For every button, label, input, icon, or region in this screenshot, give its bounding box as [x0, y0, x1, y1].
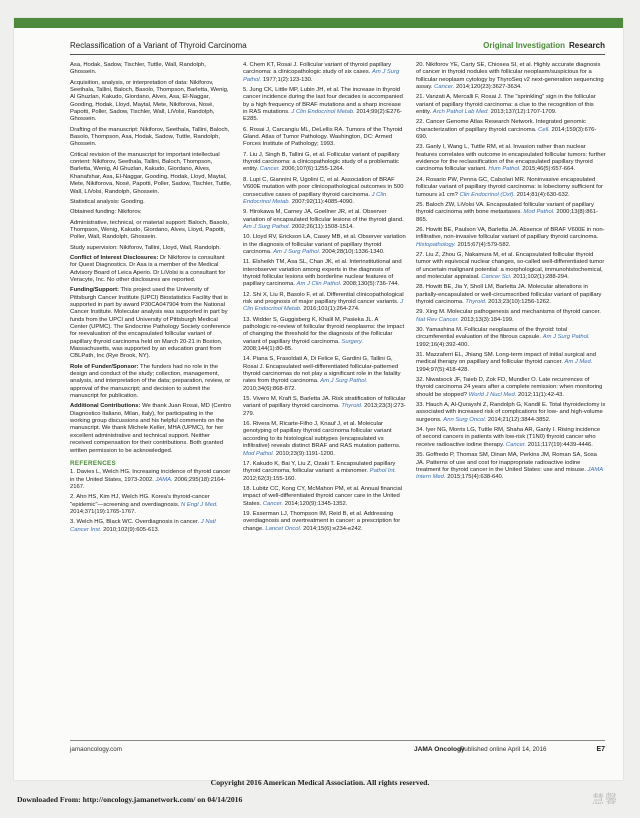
- reference-text: Chem KT, Rosai J. Follicular variant of thyroid papillary carcinoma: a clinicopathologic study of six cases.: [243, 62, 392, 76]
- reference-text: Yamashina M. Follicular neoplasms of the thyroid: total circumferential evaluation of the fibrous capsule.: [416, 327, 568, 341]
- role-text: The funders had no role in the design and conduct of the study; collection, management, analysis, and interpretation of the data; preparation, review, or approval of the manuscript; and decision to submit the manuscript for publication.: [70, 363, 231, 400]
- reference-item: [416, 427, 606, 449]
- reference-citation: 1992;16(4):392-400.: [416, 341, 469, 348]
- reference-number: 12.: [243, 291, 252, 298]
- reference-journal-link[interactable]: Am J Surg Pathol.: [542, 334, 590, 341]
- reference-number: 35.: [416, 452, 425, 459]
- reference-number: 22.: [416, 119, 425, 126]
- reference-citation: 1977;1(2):123-130.: [262, 76, 313, 83]
- reference-journal-link[interactable]: Pathol Int.: [369, 468, 396, 475]
- reference-number: 3.: [70, 519, 75, 526]
- reference-item: [243, 259, 406, 288]
- reference-citation: 2010;102(9):605-613.: [103, 526, 160, 533]
- reference-text: Davies L, Welch HG. Increasing incidence of thyroid cancer in the United States, 1973-2002.: [70, 469, 231, 483]
- reference-citation: 2011;117(19):4439-4446.: [527, 441, 593, 448]
- reference-citation: 2004;28(10):1336-1340.: [321, 248, 385, 255]
- header-rule: [70, 54, 605, 55]
- reference-citation: 2015;46(5):657-664.: [522, 166, 576, 173]
- reference-citation: 2013;137(12):1707-1709.: [490, 109, 557, 116]
- download-notice: Downloaded From: http://oncology.jamanetwork.com/ on 04/14/2016: [17, 795, 243, 804]
- reference-journal-link[interactable]: Mod Pathol.: [523, 209, 555, 216]
- reference-item: [243, 177, 406, 206]
- contrib-line: Critical revision of the manuscript for important intellectual content: Nikiforov, Seethala, Tallini, Baloch, Thompson, Barletta, Wenig, Al Ghuzlan, Kakudo, Giordano, Alves, Khanafshar, Asa, El-Naggar, Gooding, Hodak, Lloyd, Maytal, Mete, Nikiforova, Nosé, Papotti, Poller, Sadow, Tischler, Tuttle, Wall, LiVolsi, Randolph, Ghossein.: [70, 151, 232, 195]
- reference-text: Welch HG, Black WC. Overdiagnosis in cancer.: [76, 519, 200, 526]
- funding-text: This project used the University of Pittsburgh Cancer Institute (UPCI) Biostatistics Facility that is supported in part by award P30CA047904 from the National Cancer Institute. Molecular analysis was supported in part by funds from the UPCI and University of Pittsburgh Medical Center (UPMC). The Endocrine Pathology Society conference for reevaluation of the encapsulated follicular variant of papillary thyroid carcinoma held on March 20-21 in Boston, Massachusetts, was supported by an education grant from CBLPath, Inc (Rye Brook, NY).: [70, 287, 231, 360]
- header-color-strip: [14, 18, 623, 28]
- reference-text: Niwatsock JF, Taieb D, Zok FD, Mundler O. Late recurrences of thyroid carcinoma 24 years after a complete remission: when monitoring should be stopped?: [416, 377, 603, 398]
- reference-text: Rivera M, Ricarte-Filho J, Knauf J, et al. Molecular genotyping of papillary thyroid carcinoma follicular variant according to its histological subtypes (encapsulated vs infiltrative) reveals distinct BRAF and RAS mutation patterns.: [243, 421, 401, 450]
- references-heading: REFERENCES: [70, 459, 117, 467]
- reference-item: [416, 202, 606, 224]
- reference-journal-link[interactable]: Histopathology.: [416, 241, 456, 248]
- references-list: [416, 62, 606, 482]
- reference-text: Xing M. Molecular pathogenesis and mechanisms of thyroid cancer.: [425, 309, 601, 316]
- reference-number: 30.: [416, 327, 425, 333]
- reference-number: 5.: [243, 87, 248, 94]
- reference-number: 2.: [70, 494, 75, 501]
- reference-number: 23.: [416, 144, 425, 151]
- reference-journal-link[interactable]: Cancer.: [259, 166, 281, 173]
- reference-text: Iyer NG, Morris LG, Tuttle RM, Shaha AR, Ganly I. Rising incidence of second cancers in patients with low-risk (T1N0) thyroid cancer who receive radioactive iodine therapy.: [416, 427, 601, 448]
- reference-citation: 2000;13(8):861-865.: [416, 209, 598, 223]
- reference-citation: 2014;371(19):1765-1767.: [70, 508, 136, 515]
- reference-item: [416, 402, 606, 424]
- reference-citation: 2015;67(4):579-582.: [457, 241, 511, 248]
- reference-number: 33.: [416, 402, 425, 409]
- reference-item: [416, 62, 606, 91]
- reference-journal-link[interactable]: Ann Surg Oncol.: [443, 416, 487, 423]
- reference-journal-link[interactable]: JAMA Intern Med.: [416, 466, 603, 481]
- reference-item: [416, 144, 606, 173]
- reference-number: 9.: [243, 209, 248, 216]
- reference-text: Esserman LJ, Thompson IM, Reid B, et al. Addressing overdiagnosis and overtreatment in cancer: a prescription for change.: [243, 510, 401, 532]
- reference-citation: 2014;159(3):676-690.: [416, 126, 597, 141]
- additional-contributions: [70, 403, 232, 454]
- column-1: [70, 62, 232, 710]
- reference-number: 16.: [243, 421, 252, 428]
- reference-text: Vanzati A, Mercalli F, Rosai J. The "sprinkling" sign in the follicular variant of papillary thyroid carcinoma: a clue to the recognition of this entity.: [416, 94, 596, 116]
- footer-rule: [70, 740, 605, 741]
- reference-journal-link[interactable]: Cancer.: [505, 441, 527, 448]
- reference-text: Baloch ZW, LiVolsi VA. Encapsulated follicular variant of papillary thyroid carcinoma with bone metastases.: [416, 201, 594, 216]
- reference-citation: 2014;21(12):3844-3852.: [487, 416, 551, 423]
- reference-text: Mazzaferri EL, Jhiang SM. Long-term impact of initial surgical and medical therapy on papillary and follicular thyroid cancer.: [416, 352, 596, 366]
- reference-journal-link[interactable]: J Clin Endocrinol Metab.: [291, 109, 355, 116]
- reference-citation: 2013;23(10):1256-1262.: [488, 298, 551, 305]
- reference-journal-link[interactable]: Cancer.: [262, 500, 284, 507]
- journal-site-link[interactable]: jamaoncology.com: [70, 746, 123, 753]
- coi-text: Dr Nikiforov is consultant for Quest Diagnostics. Dr Asa is a member of the Medical Advisory Board of Leica Aperio. Dr LiVolsi is a consultant for Veracyte, Inc. No other disclosures are reported.: [70, 254, 226, 283]
- reference-item: [243, 356, 406, 393]
- funding-heading: Funding/Support:: [70, 287, 120, 294]
- addl-heading: Additional Contributions:: [70, 403, 141, 410]
- reference-number: 7.: [243, 151, 248, 158]
- reference-citation: 2014;81(4):630-632.: [516, 191, 570, 198]
- reference-item: [416, 284, 606, 306]
- reference-item: [416, 377, 606, 399]
- reference-item: [416, 252, 606, 281]
- reference-number: 6.: [243, 126, 248, 133]
- reference-journal-link[interactable]: Am J Surg Pathol.: [243, 69, 400, 83]
- contrib-line: Statistical analysis: Gooding.: [70, 198, 145, 205]
- reference-text: Liu Z, Zhou G, Nakamura M, et al. Encapsulated follicular thyroid tumor with equivocal nuclear changes, so-called well-differentiated tumor of uncertain malignant potential: a morphological, immunohistochemical, and molecular appraisal.: [416, 251, 605, 280]
- reference-item: [243, 292, 406, 314]
- reference-text: Howitt BE, Jia Y, Sholl LM, Barletta JA. Molecular alterations in partially-encapsulated or well-circumscribed follicular variant of papillary thyroid carcinoma.: [416, 284, 602, 305]
- column-2: [243, 62, 406, 774]
- reference-citation: 2008;144(1):80-85.: [243, 346, 293, 353]
- reference-text: Hauch A, Al-Qurayshi Z, Randolph G, Kandil E. Total thyroidectomy is associated with increased risk of complications for low- and high-volume surgeons.: [416, 402, 606, 423]
- reference-journal-link[interactable]: Mod Pathol.: [243, 450, 275, 457]
- reference-item: [243, 234, 406, 256]
- reference-number: 13.: [243, 316, 252, 323]
- reference-citation: 2013;13(3):184-199.: [460, 316, 514, 323]
- reference-item: [243, 62, 406, 84]
- reference-text: Widder S, Guggisberg K, Khalil M, Pasieka JL. A pathologic re-review of follicular thyroid neoplasms: the impact of changing the threshold for the diagnosis of the follicular variant of papillary thyroid carcinoma.: [243, 316, 405, 345]
- contrib-line: Administrative, technical, or material support: Baloch, Basolo, Thompson, Wenig, Kakudo, Giordano, Alves, Lloyd, Papotti, Poller, Wall, Randolph, Ghossein.: [70, 219, 229, 241]
- reference-journal-link[interactable]: J Clin Endocrinol Metab.: [243, 298, 404, 313]
- reference-number: 14.: [243, 356, 252, 363]
- reference-text: Piana S, Frasoldati A, Di Felice E, Gardini G, Tallini G, Rosai J. Encapsulated well-differentiated follicular-patterned thyroid carcinomas do not play a significant role in the fatality rates from thyroid carcinoma.: [243, 356, 401, 385]
- reference-text: Cancer Genome Atlas Research Network. Integrated genomic characterization of papillary thyroid carcinoma.: [416, 119, 586, 133]
- reference-number: 25.: [416, 201, 425, 208]
- reference-number: 8.: [243, 176, 248, 183]
- running-head: [70, 40, 605, 52]
- reference-citation: 2012;11(1):42-43.: [518, 391, 565, 398]
- reference-number: 29.: [416, 309, 425, 316]
- reference-journal-link[interactable]: Cell.: [538, 126, 550, 133]
- reference-number: 19.: [243, 510, 252, 517]
- reference-item: [243, 421, 406, 458]
- reference-journal-link[interactable]: Am J Surg Pathol.: [273, 248, 321, 255]
- reference-item: [416, 94, 606, 116]
- section-name: Original Investigation: [483, 41, 565, 50]
- reference-citation: 2014;15(6):e234-e242.: [303, 525, 363, 532]
- reference-citation: 2008;130(5):736-744.: [343, 281, 400, 288]
- reference-journal-link[interactable]: Thyroid.: [341, 403, 363, 410]
- reference-journal-link[interactable]: Cancer.: [434, 84, 455, 91]
- reference-journal-link[interactable]: J Clin Endocrinol Metab.: [243, 191, 387, 205]
- reference-number: 21.: [416, 94, 425, 101]
- reference-text: Nikiforov YE, Carty SE, Chiosea SI, et al. Highly accurate diagnosis of cancer in thyroid nodules with follicular neoplasm/suspicious for a follicular neoplasm cytology by ThyroSeq v2 next-generation sequencing assay.: [416, 62, 604, 91]
- reference-citation: 2010;34(6):868-872.: [243, 385, 296, 392]
- reference-item: [243, 87, 406, 124]
- reference-number: 31.: [416, 352, 425, 359]
- reference-journal-link[interactable]: Arch Pathol Lab Med.: [432, 109, 489, 116]
- reference-text: Liu J, Singh B, Tallini G, et al. Follicular variant of papillary thyroid carcinoma: a clinicopathologic study of a problematic entity.: [243, 151, 400, 173]
- reference-journal-link[interactable]: Surgery.: [341, 338, 364, 345]
- reference-journal-link[interactable]: J Natl Cancer Inst.: [70, 519, 216, 533]
- reference-journal-link[interactable]: JAMA.: [155, 476, 173, 483]
- reference-item: [243, 127, 406, 149]
- reference-number: 17.: [243, 460, 252, 467]
- role-paragraph: [70, 364, 232, 401]
- reference-citation: 2015;175(4):638-640.: [447, 474, 504, 481]
- running-title: Reclassification of a Variant of Thyroid Carcinoma: [70, 41, 247, 50]
- reference-text: Lupi C, Giannini R, Ugolini C, et al. Association of BRAF V600E mutation with poor clinicopathological outcomes in 500 consecutive cases of papillary thyroid carcinoma.: [243, 176, 404, 198]
- reference-number: 24.: [416, 176, 425, 183]
- reference-text: Hirokawa M, Carney JA, Goellner JR, et al. Observer variation of encapsulated follicular lesions of the thyroid gland.: [243, 209, 404, 223]
- reference-journal-link[interactable]: Am J Surg Pathol.: [243, 223, 291, 230]
- page-footer: [70, 745, 605, 757]
- reference-number: 4.: [243, 62, 248, 68]
- reference-number: 15.: [243, 396, 252, 403]
- reference-item: [416, 452, 606, 481]
- reference-item: [416, 352, 606, 374]
- page-number: E7: [596, 746, 605, 753]
- reference-text: Kakudo K, Bai Y, Liu Z, Ozaki T. Encapsulated papillary thyroid carcinoma, follicular variant: a misnomer.: [243, 460, 396, 475]
- reference-item: [243, 461, 406, 483]
- reference-number: 27.: [416, 251, 425, 258]
- wechat-watermark: 慧馨: [591, 792, 618, 806]
- reference-item: [416, 119, 606, 141]
- references-list: [243, 62, 406, 533]
- reference-item: [70, 494, 232, 516]
- coi-heading: Conflict of Interest Disclosures:: [70, 254, 159, 261]
- contrib-line: Asa, Hodak, Sadow, Tischler, Tuttle, Wall, Randolph, Ghossein.: [70, 62, 206, 76]
- reference-journal-link[interactable]: Hum Pathol.: [488, 166, 521, 173]
- coi-paragraph: [70, 255, 232, 284]
- contrib-line: Acquisition, analysis, or interpretation of data: Nikiforov, Seethala, Tallini, Baloch, Basolo, Thompson, Barletta, Wenig, Al Ghuzlan, Kakudo, Giordano, Alves, Asa, El-Naggar, Gooding, Hodak, Lloyd, Maytal, Mete, Nikiforova, Nosé, Papotti, Poller, Sadow, Tischler, Wall, LiVolsi, Randolph, Ghossein.: [70, 79, 229, 123]
- reference-citation: 2012;62(3):155-160.: [243, 475, 296, 482]
- reference-item: [416, 327, 606, 349]
- reference-journal-link[interactable]: Nat Rev Cancer.: [416, 316, 459, 323]
- reference-number: 18.: [243, 485, 252, 492]
- reference-text: Lloyd RV, Erickson LA, Casey MB, et al. Observer variation in the diagnosis of follicular variant of papillary thyroid carcinoma.: [243, 234, 406, 255]
- section-label: [483, 40, 605, 52]
- contrib-line: Obtained funding: Nikiforov.: [70, 209, 142, 216]
- reference-item: [416, 177, 606, 199]
- reference-journal-link[interactable]: Thyroid.: [465, 298, 487, 305]
- reference-citation: 2013;23(3):273-279.: [243, 403, 406, 417]
- reference-citation: 2010;23(9):1191-1200.: [275, 450, 335, 457]
- column-3: [416, 62, 606, 774]
- reference-citation: 2014;99(2):E276-E285.: [243, 109, 402, 123]
- journal-name: JAMA Oncology: [414, 746, 465, 753]
- reference-text: Howitt BE, Paulson VA, Barletta JA. Absence of BRAF V600E in non-infiltrative, non-invasive follicular variant of papillary thyroid carcinoma.: [416, 226, 605, 241]
- reference-journal-link[interactable]: Am J Surg Pathol.: [320, 378, 368, 385]
- reference-journal-link[interactable]: Am J Med.: [564, 359, 593, 366]
- reference-text: Shi X, Liu R, Basolo F, et al. Differential clinicopathological risk and prognosis of major papillary thyroid cancer variants.: [243, 291, 404, 305]
- reference-text: Rosario PW, Penna GC, Calsolari MR. Noninvasive encapsulated follicular variant of papillary thyroid carcinoma: is lobectomy sufficient for tumours ≥1 cm?: [416, 176, 603, 198]
- reference-item: [70, 469, 232, 491]
- reference-text: Jung CK, Little MP, Lubin JH, et al. The increase in thyroid cancer incidence during the last four decades is accompanied by a high frequency of BRAF mutations and a sharp increase in RAS mutations.: [243, 87, 403, 116]
- reference-item: [416, 309, 606, 324]
- reference-text: Goffredo P, Thomas SM, Dinan MA, Perkins JM, Roman SA, Sosa JA. Patterns of use and cost for inappropriate radioactive iodine treatment for thyroid cancer in the United States: use and misuse.: [416, 452, 597, 473]
- reference-number: 10.: [243, 234, 252, 241]
- addl-text: We thank Juan Rosai, MD (Centro Diagnostico Italiano, Milan, Italy), for participating in the working group discussions and his helpful comments on the manuscript. We thank Michele Keller, MHA (UPMC), for her excellent administrative and technical support. Neither received compensation for their contributions. Both granted written permission to be acknowledged.: [70, 403, 231, 454]
- reference-number: 28.: [416, 284, 425, 291]
- funding-paragraph: [70, 287, 232, 360]
- reference-citation: 2014;120(9):1345-1352.: [284, 500, 348, 507]
- reference-journal-link[interactable]: Clin Endocrinol (Oxf).: [459, 191, 516, 198]
- reference-item: [243, 209, 406, 231]
- reference-number: 20.: [416, 62, 425, 68]
- reference-number: 1.: [70, 469, 75, 476]
- publication-date: Published online April 14, 2016: [460, 746, 547, 753]
- reference-text: Rosai J, Carcangiu ML, DeLellis RA. Tumors of the Thyroid Gland. Atlas of Tumor Pathology. Washington, DC: Armed Forces Institute of Pathology; 1993.: [243, 126, 403, 148]
- reference-journal-link[interactable]: N Engl J Med.: [181, 501, 218, 508]
- reference-item: [243, 396, 406, 418]
- reference-citation: 2006;295(18):2164-2167.: [70, 476, 226, 490]
- reference-citation: 2006;107(6):1255-1264.: [281, 166, 345, 173]
- reference-citation: 2011;102(1):288-294.: [513, 273, 569, 280]
- reference-text: Vivero M, Kraft S, Barletta JA. Risk stratification of follicular variant of papillary thyroid carcinoma.: [243, 396, 406, 410]
- reference-number: 34.: [416, 427, 425, 434]
- reference-text: Lubitz CC, Kong CY, McMahon PM, et al. Annual financial impact of well-differentiated thyroid cancer care in the United States.: [243, 485, 403, 507]
- contrib-line: Drafting of the manuscript: Nikiforov, Seethala, Tallini, Baloch, Basolo, Thompson, Asa, Hodak, Sadow, Tuttle, Randolph, Ghossein.: [70, 126, 230, 148]
- reference-item: [243, 317, 406, 354]
- role-heading: Role of Funder/Sponsor:: [70, 363, 139, 370]
- reference-item: [243, 152, 406, 174]
- reference-journal-link[interactable]: World J Nucl Med.: [468, 391, 517, 398]
- reference-citation: 2002;26(11):1508-1514.: [291, 223, 355, 230]
- reference-citation: 2016;101(1):264-274.: [303, 306, 360, 313]
- reference-journal-link[interactable]: Cancer Sci.: [481, 273, 512, 280]
- reference-journal-link[interactable]: Am J Clin Pathol.: [296, 281, 342, 288]
- reference-text: Ahn HS, Kim HJ, Welch HG. Korea's thyroid-cancer "epidemic"—screening and overdiagnosis.: [70, 494, 210, 508]
- copyright-notice: Copyright 2016 American Medical Association. All rights reserved.: [210, 778, 430, 787]
- reference-text: Ganly I, Wang L, Tuttle RM, et al. Invasion rather than nuclear features correlates with outcome in encapsulated follicular tumors: further evidence for the reclassification of the encapsulated papillary thyroid carcinoma follicular variant.: [416, 144, 606, 173]
- reference-journal-link[interactable]: Lancet Oncol.: [265, 525, 302, 532]
- references-list: [70, 469, 232, 534]
- reference-item: [416, 227, 606, 249]
- reference-text: Elsheikh TM, Asa SL, Chan JK, et al. Interinstitutional and interobserver variation among experts in the diagnosis of thyroid follicular lesions with borderline nuclear features of papillary carcinoma.: [243, 259, 402, 288]
- reference-number: 11.: [243, 259, 251, 266]
- reference-citation: 2014;120(23):3627-3634.: [455, 84, 522, 91]
- contrib-line: Study supervision: Nikiforov, Tallini, Lloyd, Wall, Randolph.: [70, 244, 221, 251]
- subsection-name: Research: [568, 41, 605, 50]
- reference-item: [243, 511, 406, 533]
- reference-citation: 1994;97(5):418-428.: [416, 366, 469, 373]
- reference-number: 26.: [416, 226, 425, 233]
- reference-item: [243, 486, 406, 508]
- reference-number: 32.: [416, 377, 425, 384]
- reference-citation: 2007;92(11):4085-4090.: [291, 198, 355, 205]
- reference-item: [70, 519, 232, 534]
- article-page: [14, 18, 623, 780]
